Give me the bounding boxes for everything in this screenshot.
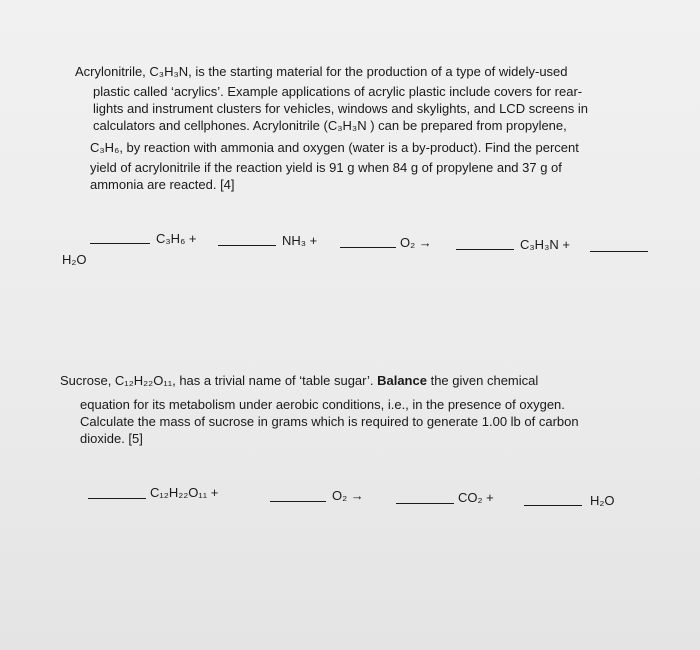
q2-line-2: equation for its metabolism under aerobic conditions, i.e., in the presence of oxygen.	[80, 397, 565, 412]
q2-line-4: dioxide. [5]	[80, 431, 143, 446]
q1-blank-3[interactable]	[340, 247, 396, 248]
q2-sucrose: C₁₂H₂₂O₁₁ +	[150, 485, 219, 500]
q2-blank-2[interactable]	[270, 501, 326, 502]
q1-o2: O₂ →	[400, 235, 432, 250]
q2-line-1-end: the given chemical	[430, 373, 539, 388]
q1-line-7: ammonia are reacted. [4]	[90, 177, 235, 192]
q2-blank-1[interactable]	[88, 498, 146, 499]
q1-h2o: H₂O	[62, 252, 87, 267]
q1-line-2: plastic called ‘acrylics’. Example applications of acrylic plastic include covers for rear-	[93, 84, 583, 99]
q1-blank-5[interactable]	[590, 251, 648, 252]
q2-balance-keyword: Balance	[377, 373, 427, 388]
q1-blank-1[interactable]	[90, 243, 150, 244]
q2-h2o: H₂O	[590, 493, 615, 508]
q2-blank-3[interactable]	[396, 503, 454, 504]
q2-line-1-intro: Sucrose, C₁₂H₂₂O₁₁, has a trivial name of ‘table sugar’.	[60, 373, 374, 388]
q2-blank-4[interactable]	[524, 505, 582, 506]
q1-blank-4[interactable]	[456, 249, 514, 250]
q1-line-6: yield of acrylonitrile if the reaction yield is 91 g when 84 g of propylene and 37 g of	[90, 160, 562, 175]
q1-line-3: lights and instrument clusters for vehicles, windows and skylights, and LCD screens in	[93, 101, 588, 116]
q2-line-1	[60, 373, 538, 389]
q2-o2: O₂ →	[332, 488, 364, 503]
q1-nh3: NH₃ +	[282, 233, 318, 248]
q1-c3h3n: C₃H₃N +	[520, 237, 570, 252]
q2-co2: CO₂ +	[458, 490, 494, 505]
q2-line-3: Calculate the mass of sucrose in grams which is required to generate 1.00 lb of carbon	[80, 414, 579, 429]
q1-c3h6: C₃H₆ +	[156, 231, 197, 246]
q1-line-4: calculators and cellphones. Acrylonitrile (C₃H₃N ) can be prepared from propylene,	[93, 118, 567, 133]
q1-blank-2[interactable]	[218, 245, 276, 246]
q1-line-1: Acrylonitrile, C₃H₃N, is the starting material for the production of a type of widely-used	[75, 64, 568, 79]
q1-line-5: C₃H₆, by reaction with ammonia and oxygen (water is a by-product). Find the percent	[90, 140, 579, 155]
